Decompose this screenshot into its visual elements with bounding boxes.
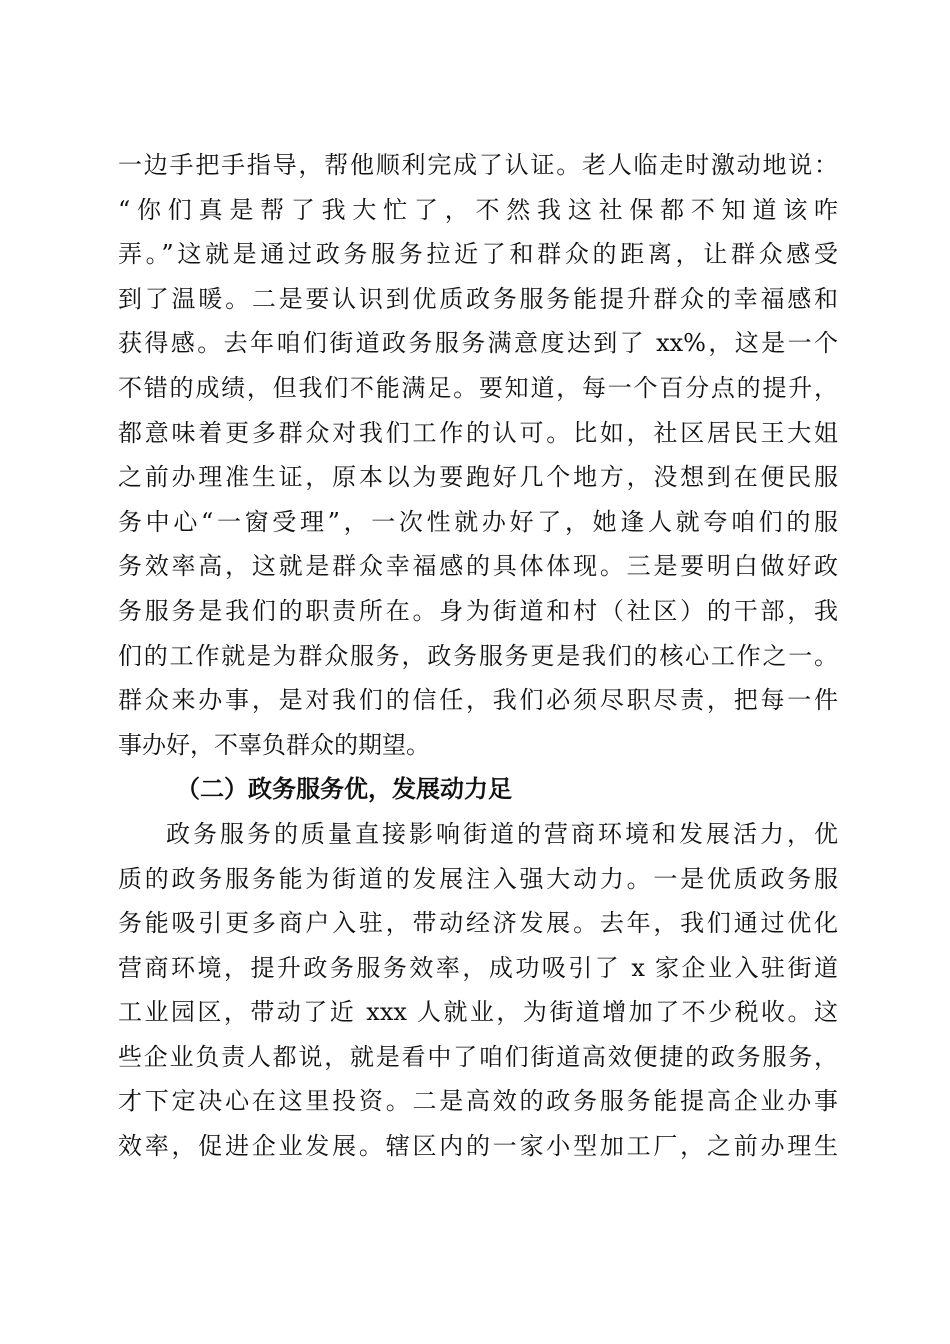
text-line: 获得感。去年咱们街道政务服务满意度达到了 xx%，这是一个 [118, 329, 838, 358]
text-line: 之前办理准生证，原本以为要跑好几个地方，没想到在便民服 [118, 463, 838, 492]
text-line: 质的政务服务能为街道的发展注入强大动力。一是优质政务服 [118, 864, 838, 893]
text-line: 营商环境，提升政务服务效率，成功吸引了 x 家企业入驻街道 [118, 953, 838, 982]
text-line: “你们真是帮了我大忙了，不然我这社保都不知道该咋 [118, 195, 838, 224]
text-line: 务效率高，这就是群众幸福感的具体体现。三是要明白做好政 [118, 552, 838, 581]
text-line: 务服务是我们的职责所在。身为街道和村（社区）的干部，我 [118, 596, 838, 625]
text-line: 政务服务的质量直接影响街道的营商环境和发展活力，优 [166, 819, 838, 848]
text-line: 到了温暖。二是要认识到优质政务服务能提升群众的幸福感和 [118, 284, 838, 313]
text-line: 们的工作就是为群众服务，政务服务更是我们的核心工作之一。 [118, 641, 838, 670]
text-line: 务中心“一窗受理”，一次性就办好了，她逢人就夸咱们的服 [118, 507, 838, 536]
text-line: 都意味着更多群众对我们工作的认可。比如，社区居民王大姐 [118, 418, 838, 447]
text-line: 才下定决心在这里投资。二是高效的政务服务能提高企业办事 [118, 1087, 838, 1116]
text-line: 一边手把手指导，帮他顺利完成了认证。老人临走时激动地说： [118, 151, 838, 179]
text-line: 效率，促进企业发展。辖区内的一家小型加工厂，之前办理生 [118, 1132, 838, 1161]
text-line: 些企业负责人都说，就是看中了咱们街道高效便捷的政务服务， [118, 1042, 838, 1071]
text-line: 群众来办事，是对我们的信任，我们必须尽职尽责，把每一件 [118, 686, 838, 715]
section-heading: （二）政务服务优，发展动力足 [176, 774, 512, 804]
text-line: 事办好，不辜负群众的期望。 [118, 730, 430, 759]
text-line: 工业园区，带动了近 xxx 人就业，为街道增加了不少税收。这 [118, 998, 838, 1027]
body-text [118, 143, 838, 1169]
text-line: 弄。”这就是通过政务服务拉近了和群众的距离，让群众感受 [118, 240, 838, 269]
text-line: 务能吸引更多商户入驻，带动经济发展。去年，我们通过优化 [118, 909, 838, 938]
text-line: 不错的成绩，但我们不能满足。要知道，每一个百分点的提升， [118, 373, 838, 402]
